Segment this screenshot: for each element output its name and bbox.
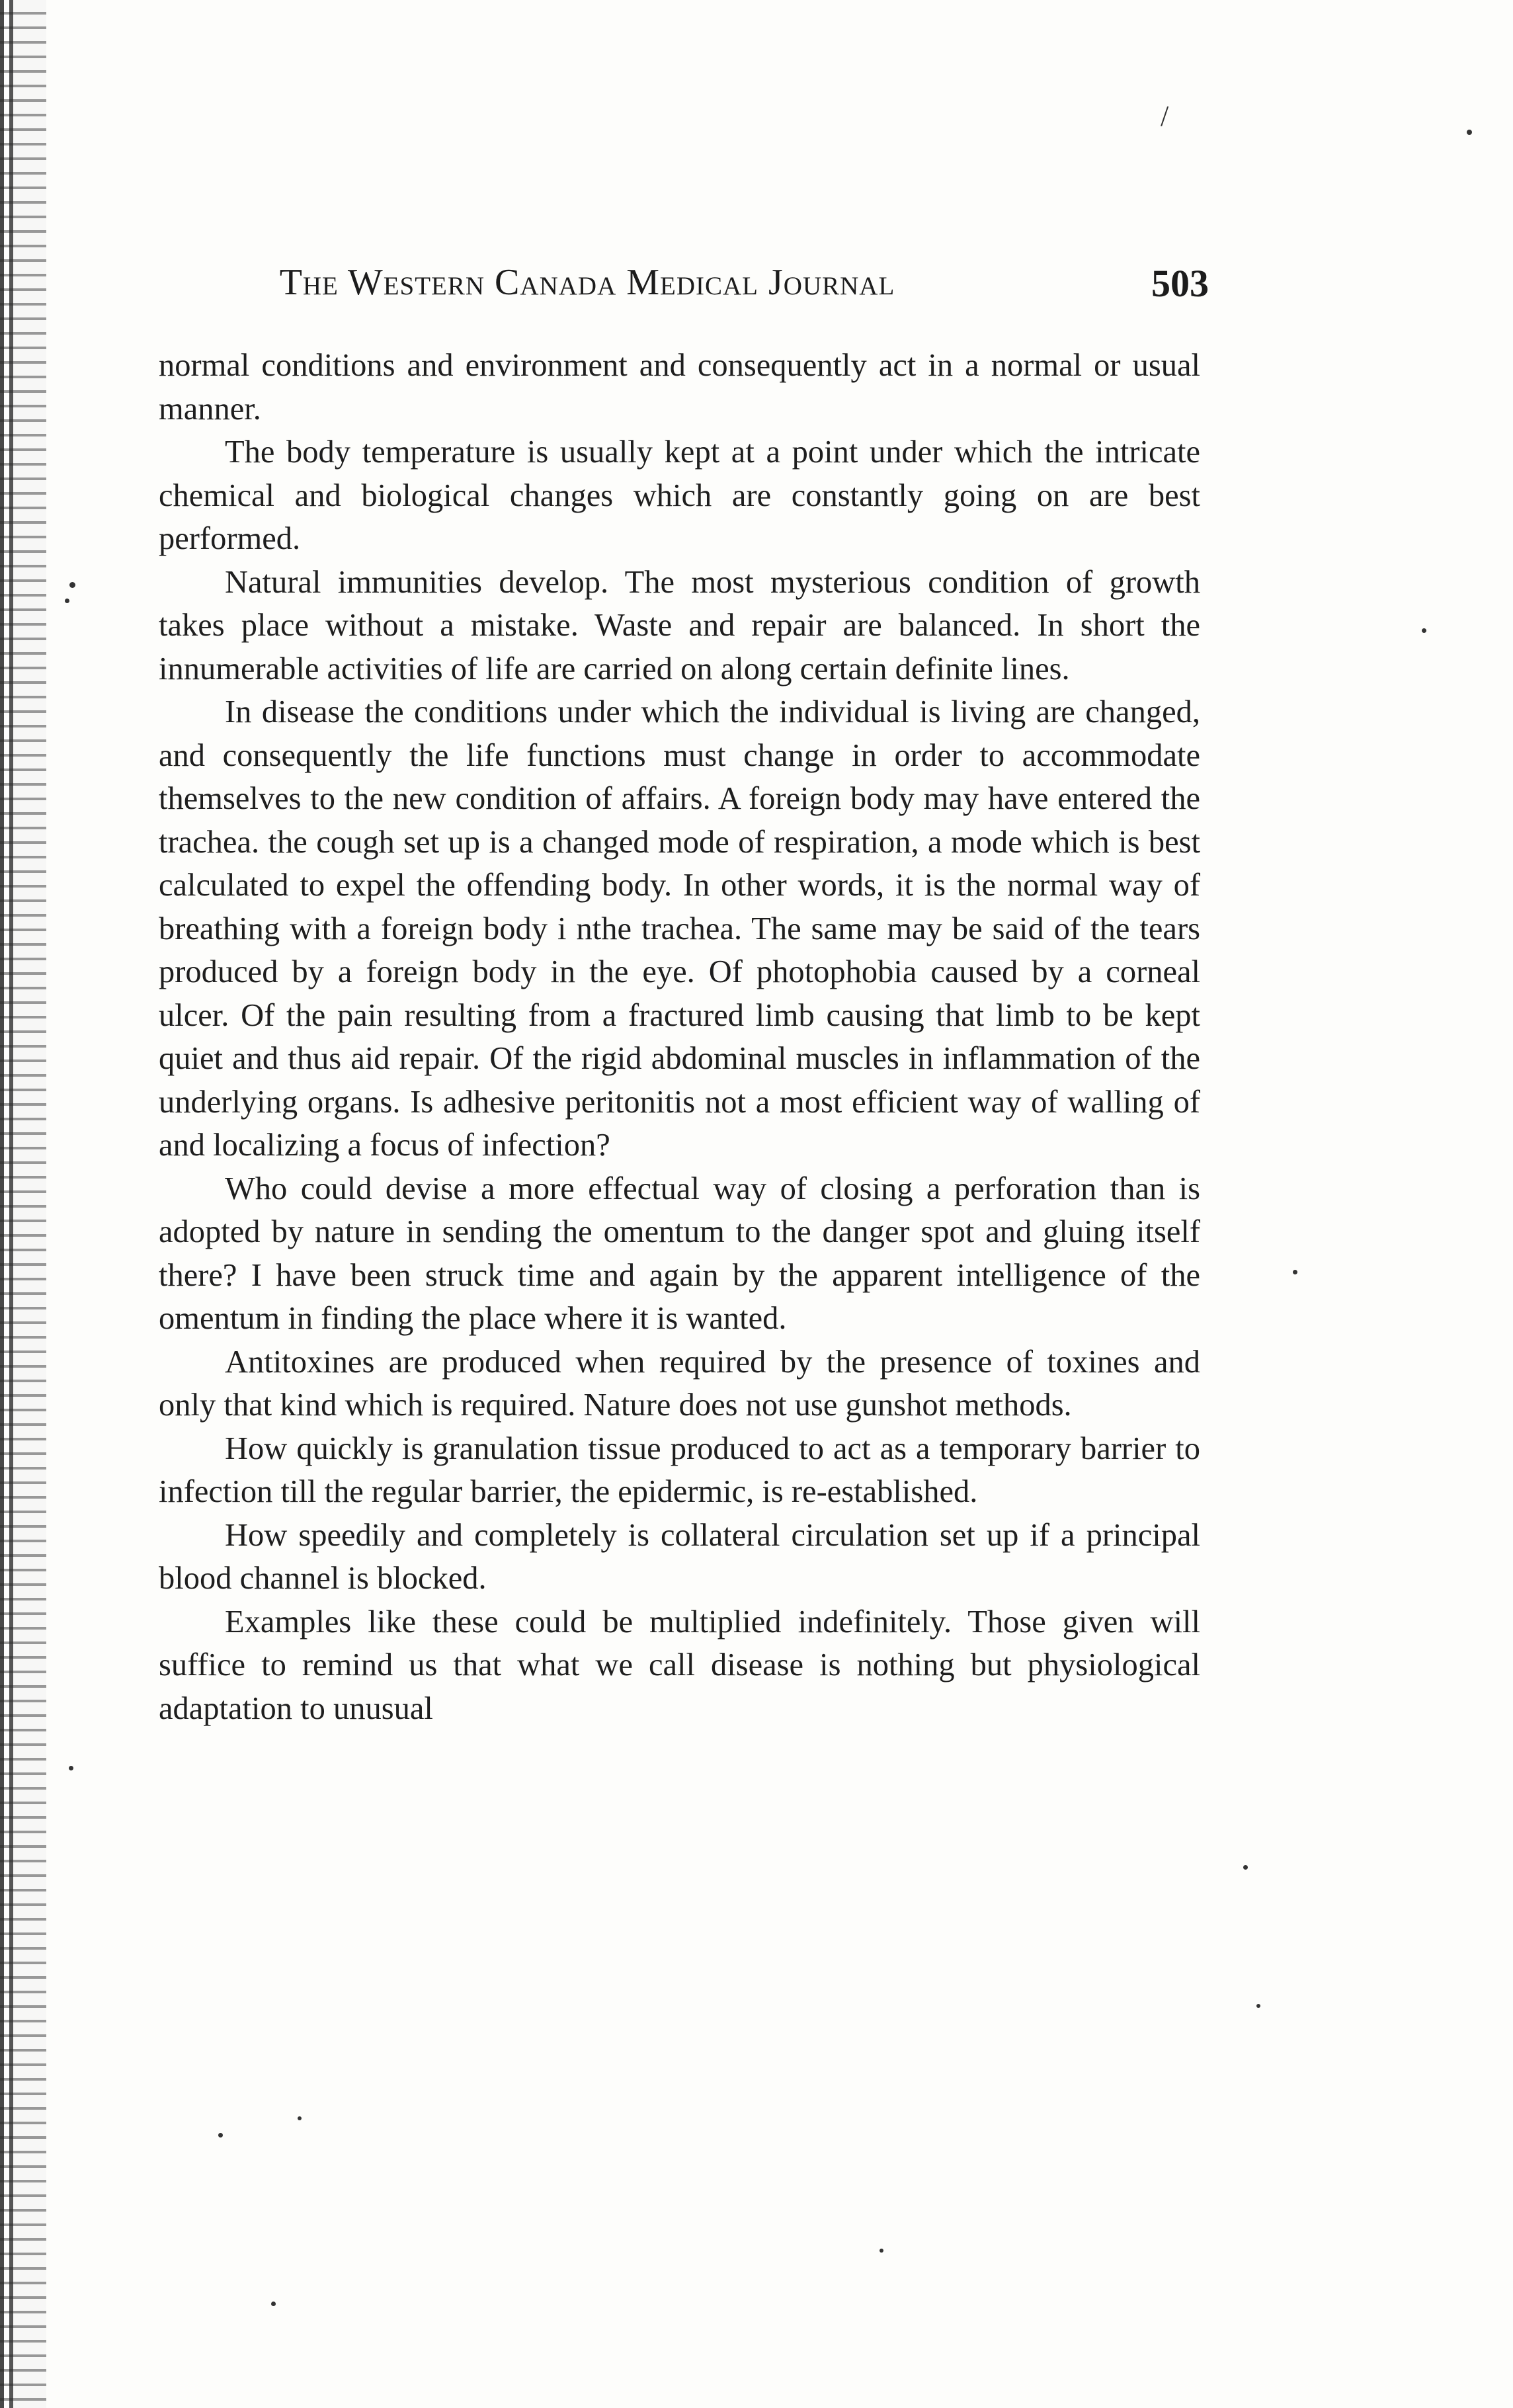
paragraph: normal conditions and environment and consequently act in a normal or usual manner. [159,348,1200,427]
running-title: The Western Canada Medical Journal [279,262,895,303]
scan-speck [69,1766,73,1770]
paragraph: Antitoxines are produced when required by the presence of toxines and only that kind which is required. Nature does not use gunshot methods. [159,1344,1200,1423]
article-body [159,344,1200,1730]
scan-speck [218,2133,223,2138]
scan-speck [271,2302,276,2306]
scan-speck [1256,2004,1260,2008]
scan-speck [1467,130,1472,135]
running-header [157,261,1209,314]
paragraph: Natural immunities develop. The most mysterious condition of growth takes place without a mistake. Waste and repair are balanced. In short the innumerable activities of life are carried on along certain definite lines. [159,564,1200,686]
paragraph: Who could devise a more effectual way of closing a perforation than is adopted by nature in sending the omentum to the danger spot and gluing itself there? I have been struck time and again by the apparent intelligence of the omentum in finding the place where it is wanted. [159,1171,1200,1336]
scan-speck [65,599,69,603]
page-marker: / [1161,100,1169,132]
scan-speck [1293,1270,1297,1274]
paragraph: How speedily and completely is collateral circulation set up if a principal blood channel is blocked. [159,1517,1200,1596]
paragraph: In disease the conditions under which the individual is living are changed, and consequently the life functions must change in order to accommodate themselves to the new condition of affairs. A foreign body may have entered the trachea. the cough set up is a changed mode of respiration, a mode which is best calculated to expel the offending body. In other words, it is the normal way of breathing with a foreign body i nthe trachea. The same may be said of the tears produced by a foreign body in the eye. Of photophobia caused by a corneal ulcer. Of the pain resulting from a fractured limb causing that limb to be kept quiet and thus aid repair. Of the rigid abdominal muscles in inflammation of the underlying organs. Is adhesive peritonitis not a most efficient way of walling of and localizing a focus of infection? [159,694,1200,1163]
scan-speck [1422,628,1426,633]
page-number: 503 [1151,262,1209,305]
scan-speck [1243,1865,1248,1870]
paragraph: Examples like these could be multiplied indefinitely. Those given will suffice to remind us that what we call disease is nothing but physiological adaptation to unusual [159,1604,1200,1726]
scan-speck [69,582,75,588]
paragraph: The body temperature is usually kept at a point under which the intricate chemical and biological changes which are constantly going on are best performed. [159,435,1200,556]
scanned-binding-edge [0,0,46,2408]
paragraph: How quickly is granulation tissue produced to act as a temporary barrier to infection till the regular barrier, the epidermic, is re-established. [159,1431,1200,1509]
scan-speck [879,2249,883,2253]
scan-speck [298,2116,302,2120]
